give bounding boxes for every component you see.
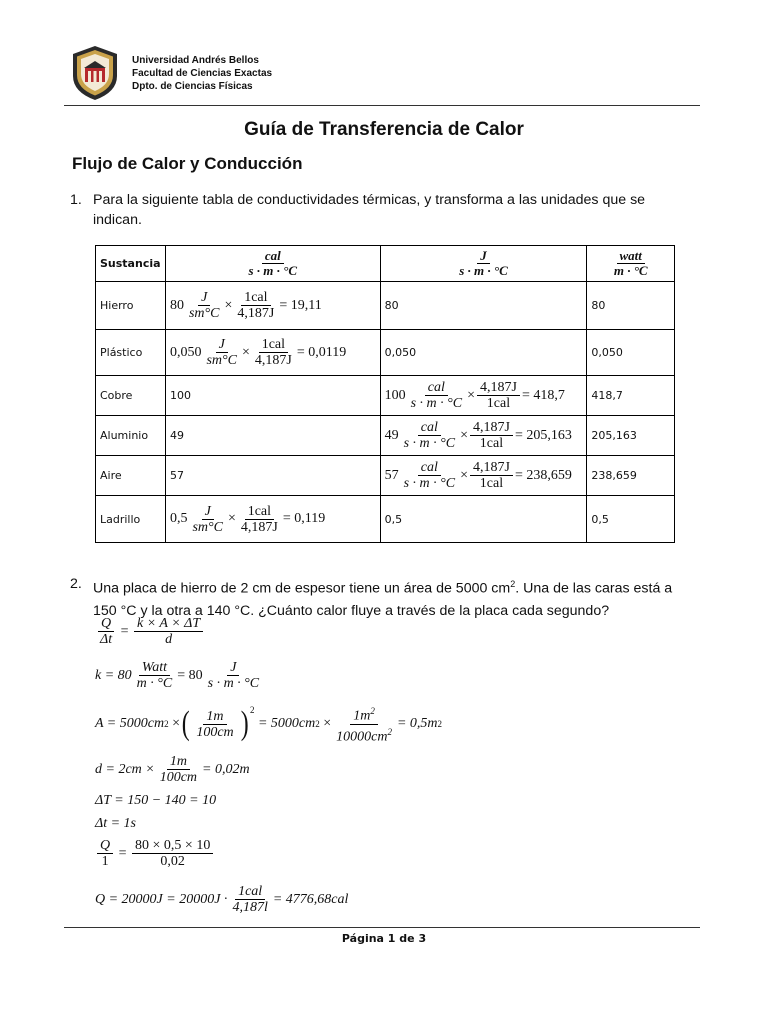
equation-q-substitution: Q 1 = 80 × 0,5 × 10 0,02 — [95, 838, 215, 869]
institution-block — [132, 54, 272, 93]
table-header-row — [96, 246, 675, 282]
header-substance: Sustancia — [96, 246, 166, 282]
joule-value — [380, 416, 587, 456]
section-heading: Flujo de Calor y Conducción — [72, 154, 303, 173]
equation-heat-flow: Q Δt = k × A × ΔT d — [95, 616, 205, 647]
cal-value — [165, 496, 380, 543]
cal-value — [165, 282, 380, 330]
equation-q-result: Q = 20000J = 20000J · 1cal 4,187l = 4776,68cal — [95, 884, 349, 915]
question-2-number: 2. — [70, 576, 82, 592]
table-row — [96, 376, 675, 416]
table-row — [96, 282, 675, 330]
substance-name: Hierro — [96, 282, 166, 330]
joule-value — [380, 456, 587, 496]
page-header — [70, 44, 700, 106]
question-2-text: Una placa de hierro de 2 cm de espesor tiene un área de 5000 $cm^2$. Una de las caras está a 150 °C y la otra a 140 °C. ¿Cuánto calor fluye a través de la placa cada segundo? — [93, 579, 673, 619]
conversion-formula: 57 cal s · m · °C × 4,187J 1cal = 238,659 — [384, 460, 572, 491]
substance-name: Ladrillo — [96, 496, 166, 543]
institution-line-university: Universidad Andrés Bellos — [132, 55, 259, 66]
header-joule-unit: $\frac{J}{s \cdot m \cdot ^\circ C}$ — [380, 246, 587, 282]
institution-line-faculty: Facultad de Ciencias Exactas — [132, 68, 273, 79]
joule-value: 0,050 — [380, 330, 587, 376]
watt-value: 0,5 — [587, 496, 675, 543]
header-watt-unit: watt m · °C — [587, 246, 675, 282]
watt-value: 418,7 — [587, 376, 675, 416]
question-1-number: 1. — [70, 192, 82, 208]
joule-value — [380, 376, 587, 416]
header-divider — [64, 105, 700, 106]
table-row — [96, 456, 675, 496]
substance-name: Aire — [96, 456, 166, 496]
conversion-formula: 0,050 $\frac{J}{sm^\circ C}$ × 1cal 4,187J = 0,0119 — [169, 337, 347, 368]
watt-value: 0,050 — [587, 330, 675, 376]
substance-name: Cobre — [96, 376, 166, 416]
question-1-text: Para la siguiente tabla de conductividades térmicas, y transforma a las unidades que se indican. — [93, 192, 646, 228]
equation-delta-time: Δt = 1s — [95, 816, 137, 831]
cal-value: 49 — [165, 416, 380, 456]
table-row — [96, 416, 675, 456]
equation-k: k = 80 Watt m · °C = 80 J s · m · °C — [95, 660, 260, 691]
conversion-formula: 0,5 $\frac{J}{sm^\circ C}$ × 1cal 4,187J = 0,119 — [169, 503, 326, 535]
equation-thickness: d = 2cm × $\frac{1m}{100cm}$ = 0,02m — [95, 754, 250, 785]
page-number: Página 1 de 3 — [341, 932, 427, 945]
page-title: Guía de Transferencia de Calor — [244, 119, 524, 140]
cal-value — [165, 330, 380, 376]
footer-divider — [64, 927, 700, 928]
conductivity-table — [95, 245, 675, 543]
substance-name: Plástico — [96, 330, 166, 376]
institution-line-department: Dpto. de Ciencias Físicas — [132, 81, 253, 92]
conversion-formula: 100 cal s · m · °C × 4,187J 1cal = 418,7 — [384, 380, 565, 411]
conversion-formula: 80 $\frac{J}{sm^\circ C}$ × 1cal 4,187J = 19,11 — [169, 290, 322, 321]
cal-value: 57 — [165, 456, 380, 496]
substance-name: Aluminio — [96, 416, 166, 456]
joule-value: 0,5 — [380, 496, 587, 543]
watt-value: 80 — [587, 282, 675, 330]
watt-value: 205,163 — [587, 416, 675, 456]
cal-value: 100 — [165, 376, 380, 416]
conversion-formula: 49 cal s · m · °C × 4,187J 1cal = 205,163 — [384, 420, 572, 451]
university-seal-icon — [70, 44, 120, 102]
equation-area: A = 5000cm 2 × ( 1m 100cm ) $^2$ = 5000cm 2 × $\frac{1m^2}{10000cm^2}$ = 0,5m 2 — [95, 705, 443, 745]
table-row — [96, 330, 675, 376]
header-cal-unit: cal s · m · °C — [165, 246, 380, 282]
watt-value: 238,659 — [587, 456, 675, 496]
joule-value: 80 — [380, 282, 587, 330]
equation-delta-temp: ΔT = 150 − 140 = 10 — [95, 793, 217, 808]
table-row — [96, 496, 675, 543]
